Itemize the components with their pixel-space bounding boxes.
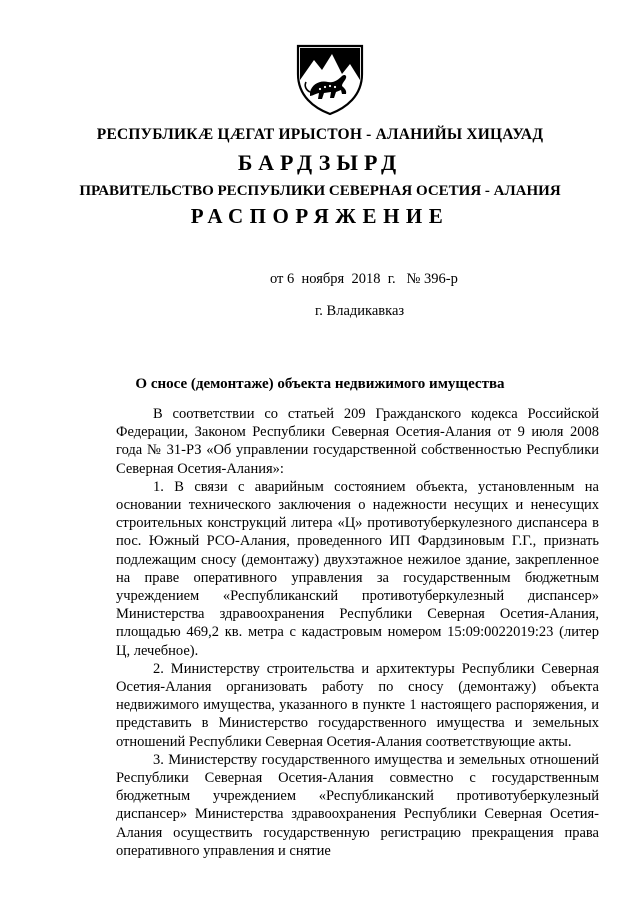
coat-of-arms-icon [292,40,368,116]
document-city: г. Владикавказ [315,303,405,319]
document-body [116,405,599,860]
body-paragraph: 3. Министерству государственного имущества и земельных отношений Республики Северная Осетия-Алания совместно с государственным бюджетным учреждением «Республиканский противотуберкулезный диспансер» Министерства здравоохранения Республики Северная Осетия-Алания осуществить государственную регистрацию прекращения права оперативного управления и снятие [116,751,599,859]
document-subject: О сносе (демонтаже) объекта недвижимого имущества [135,376,505,392]
header-ossetian-doc-type: БАРДЗЫРД [237,150,403,175]
body-paragraph: 1. В связи с аварийным состоянием объекта, установленным на основании технического заключения о надежности несущих и ненесущих строительных конструкций литера «Ц» противотуберкулезного диспансера в пос. Южный РСО-Алания, проведенного ИП Фардзиновым Г.Г., признать подлежащим сносу (демонтажу) двухэтажное нежилое здание, закрепленное на праве оперативного управления за государственным бюджетным учреждением «Республиканский противотуберкулезный диспансер» Министерства здравоохранения Республики Северная Осетия-Алания, площадью 469,2 кв. метра с кадастровым номером 15:09:0022019:23 (литер Ц, лечебное). [116,478,599,659]
header-government-title: ПРАВИТЕЛЬСТВО РЕСПУБЛИКИ СЕВЕРНАЯ ОСЕТИЯ - АЛАНИЯ [79,183,561,199]
body-paragraph: В соответствии со статьей 209 Гражданского кодекса Российской Федерации, Законом Республики Северная Осетия-Алания от 9 июля 2008 года № 31-РЗ «Об управлении государственной собственностью Республики Северная Осетия-Алания»: [116,406,599,477]
header-ossetian-title: РЕСПУБЛИКӔ ЦӔГАТ ИРЫСТОН - АЛАНИЙЫ ХИЦАУАД [96,126,544,143]
header-doc-type: РАСПОРЯЖЕНИЕ [190,204,450,228]
document-date-number: от 6 ноября 2018 г. № 396-р [270,271,458,287]
body-paragraph: 2. Министерству строительства и архитектуры Республики Северная Осетия-Алания организовать работу по сносу (демонтажу) объекта недвижимого имущества, указанного в пункте 1 настоящего распоряжения, и представить в Министерство государственного имущества и земельных отношений Республики Северная Осетия-Алания соответствующие акты. [116,660,599,750]
